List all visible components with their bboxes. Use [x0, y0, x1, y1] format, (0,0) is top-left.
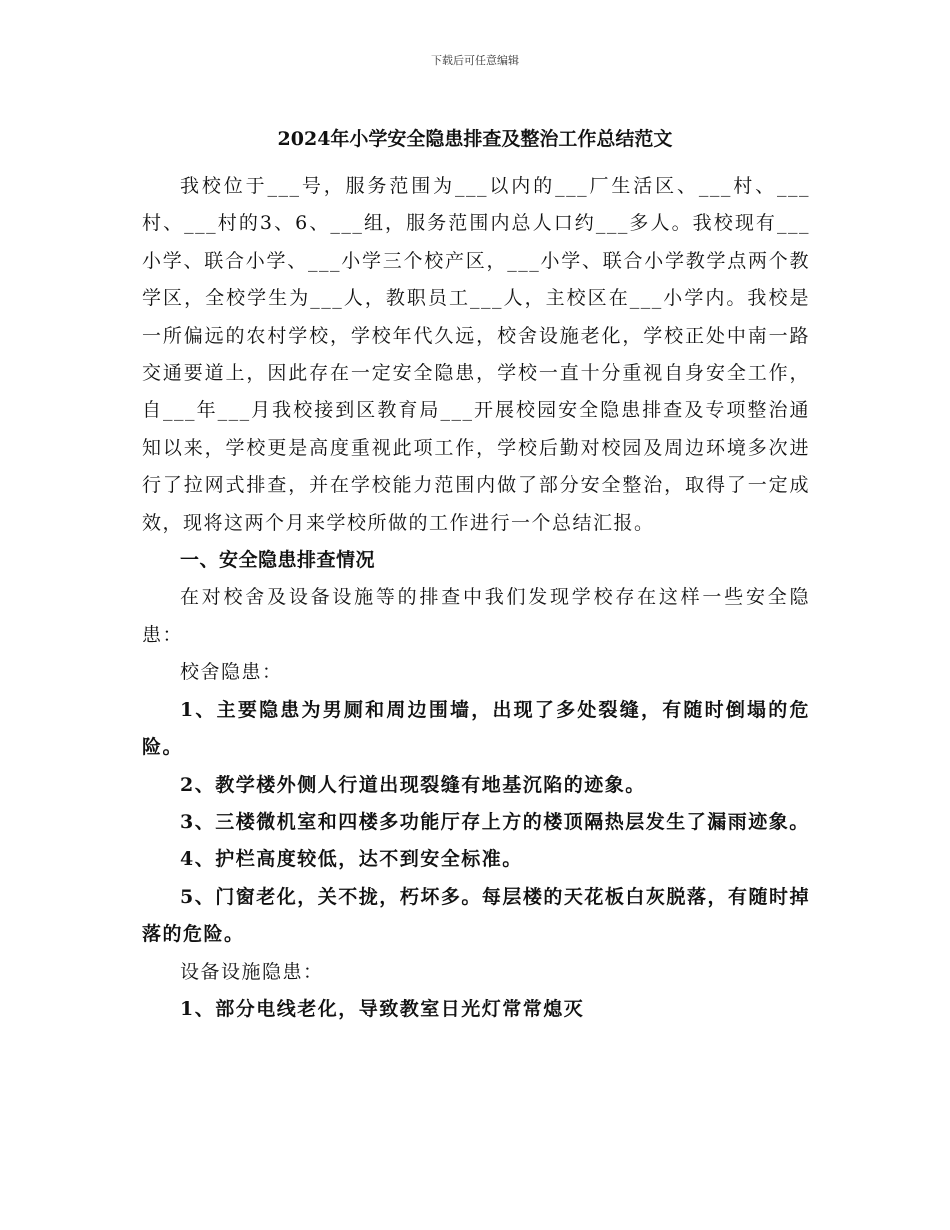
document-title: 2024年小学安全隐患排查及整治工作总结范文	[277, 128, 673, 150]
equipment-hazard-item: 1、部分电线老化，导致教室日光灯常常熄灭	[180, 997, 585, 1020]
intro-paragraph: 我校位于___号，服务范围为___以内的___厂生活区、___村、___村、___村的3、6、___组，服务范围内总人口约___多人。我校现有___小学、联合小学、___小学三个校产区，___小学、联合小学教学点两个教学区，全校学生为___人，教职员工___人，主校区在___小学内。我校是一所偏远的农村学校，学校年代久远，校舍设施老化，学校正处中南一路交通要道上，因此存在一定安全隐患，学校一直十分重视自身安全工作，自___年___月我校接到区教育局___开展校园安全隐患排查及专项整治通知以来，学校更是高度重视此项工作，学校后勤对校园及周边环境多次进行了拉网式排查，并在学校能力范围内做了部分安全整治，取得了一定成效，现将这两个月来学校所做的工作进行一个总结汇报。	[142, 175, 810, 534]
building-hazard-item: 2、教学楼外侧人行道出现裂缝有地基沉陷的迹象。	[180, 773, 646, 796]
building-hazard-item: 4、护栏高度较低，达不到安全标准。	[180, 848, 523, 871]
page-header: 下载后可任意编辑	[431, 54, 519, 67]
section-heading: 一、安全隐患排查情况	[180, 549, 376, 572]
building-hazard-item: 1、主要隐患为男厕和周边围墙，出现了多处裂缝，有随时倒塌的危险。	[142, 698, 810, 759]
section-intro-paragraph: 在对校舍及设备设施等的排查中我们发现学校存在这样一些安全隐患：	[142, 586, 810, 646]
document-body	[142, 168, 810, 1028]
building-hazards-label: 校舍隐患：	[180, 661, 283, 684]
equipment-hazards-label: 设备设施隐患：	[180, 960, 324, 983]
building-hazard-item: 3、三楼微机室和四楼多功能厅存上方的楼顶隔热层发生了漏雨迹象。	[180, 810, 810, 833]
building-hazard-item: 5、门窗老化，关不拢，朽坏多。每层楼的天花板白灰脱落，有随时掉落的危险。	[142, 885, 810, 946]
